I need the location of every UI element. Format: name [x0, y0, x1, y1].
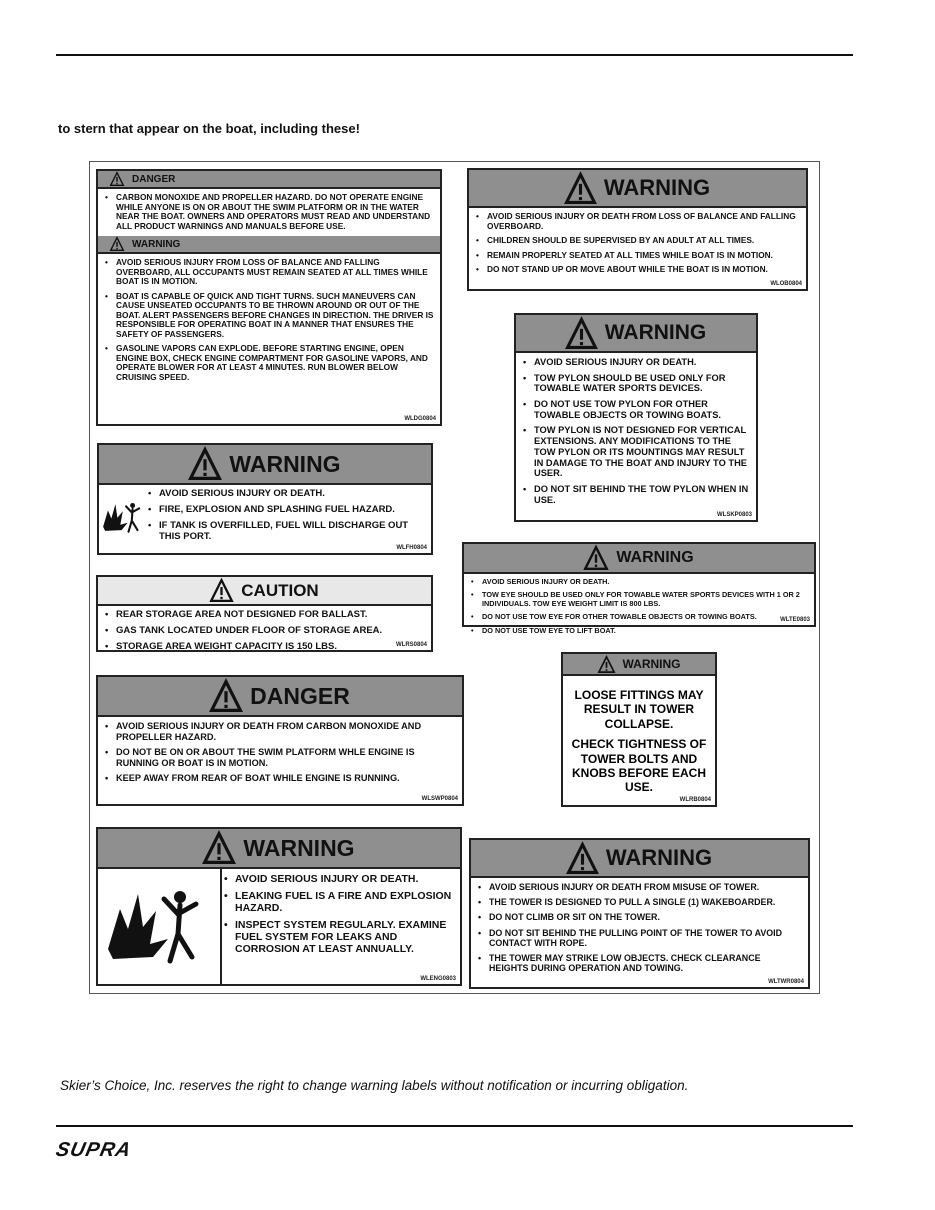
label-bullet: • DO NOT SIT BEHIND THE PULLING POINT OF THE TOWER TO AVOID CONTACT WITH ROPE. — [489, 928, 802, 948]
label-header: WARNING — [616, 549, 694, 566]
label-bullet: • TOW PYLON IS NOT DESIGNED FOR VERTICAL EXTENSIONS. ANY MODIFICATIONS TO THE TOW PYLON OR ITS MOUNTINGS MAY RESULT IN DAMAGE TO THE BOAT AND INJURY TO THE USER. — [534, 425, 750, 478]
warning-label-wlob0804 — [467, 168, 808, 291]
label-header: WARNING — [604, 321, 707, 344]
label-bullet: • REMAIN PROPERLY SEATED AT ALL TIMES WHILE BOAT IS IN MOTION. — [487, 251, 800, 261]
warning-triangle-icon — [110, 237, 124, 251]
label-bullet: • DO NOT BE ON OR ABOUT THE SWIM PLATFORM WHLE ENGINE IS RUNNING OR BOAT IS IN MOTION. — [116, 747, 456, 768]
label-bullet: • DO NOT USE TOW EYE FOR OTHER TOWABLE OBJECTS OR TOWING BOATS. — [482, 613, 808, 621]
label-bullet: • AVOID SERIOUS INJURY OR DEATH FROM LOSS OF BALANCE AND FALLING OVERBOARD. — [487, 212, 800, 231]
intro-text: to stern that appear on the boat, including these! — [58, 121, 360, 136]
warning-label-wlrb0804 — [561, 652, 717, 807]
label-bullet: • FIRE, EXPLOSION AND SPLASHING FUEL HAZARD. — [159, 505, 425, 516]
warning-label-wlswp0804 — [96, 675, 464, 806]
label-bullet: • AVOID SERIOUS INJURY OR DEATH. — [159, 489, 425, 500]
label-bullet: • DO NOT SIT BEHIND THE TOW PYLON WHEN IN USE. — [534, 484, 750, 505]
label-header: WARNING — [622, 657, 681, 671]
warning-triangle-icon — [189, 448, 221, 480]
warning-triangle-icon — [210, 579, 233, 602]
warning-label-wlte0803 — [462, 542, 816, 635]
label-bullet: • THE TOWER MAY STRIKE LOW OBJECTS. CHECK CLEARANCE HEIGHTS DURING OPERATION AND TOWING. — [489, 953, 802, 973]
label-bullet: • KEEP AWAY FROM REAR OF BOAT WHILE ENGINE IS RUNNING. — [116, 773, 456, 784]
warning-label-wleng0803 — [96, 827, 462, 986]
label-code: WLRB0804 — [679, 797, 711, 803]
label-paragraph: LOOSE FITTINGS MAY RESULT IN TOWER COLLAPSE. — [574, 688, 704, 731]
label-header: CAUTION — [241, 580, 319, 600]
label-bullet: • AVOID SERIOUS INJURY OR DEATH. — [534, 357, 750, 368]
label-bullet: • THE TOWER IS DESIGNED TO PULL A SINGLE (1) WAKEBOARDER. — [489, 897, 802, 907]
warning-triangle-icon — [566, 318, 597, 349]
label-bullet: • INSPECT SYSTEM REGULARLY. EXAMINE FUEL SYSTEM FOR LEAKS AND CORROSION AT LEAST ANNUALLY. — [235, 919, 454, 955]
label-bullet: • AVOID SERIOUS INJURY FROM LOSS OF BALANCE AND FALLING OVERBOARD, ALL OCCUPANTS MUST REMAIN SEATED AT ALL TIMES WHILE BOAT IS IN MOTION. — [116, 258, 434, 287]
warning-label-wlfh0804 — [97, 443, 433, 555]
label-code: WLFH0804 — [396, 545, 427, 551]
label-code: WLTWR0804 — [768, 979, 804, 985]
label-bullet: • CHILDREN SHOULD BE SUPERVISED BY AN ADULT AT ALL TIMES. — [487, 236, 800, 246]
warning-triangle-icon — [565, 173, 596, 204]
warning-triangle-icon — [584, 546, 608, 570]
label-bullet: • IF TANK IS OVERFILLED, FUEL WILL DISCHARGE OUT THIS PORT. — [159, 521, 425, 543]
label-header: WARNING — [229, 450, 341, 477]
label-code: WLOB0804 — [770, 281, 802, 287]
label-header: WARNING — [243, 834, 355, 861]
label-bullet: • LEAKING FUEL IS A FIRE AND EXPLOSION HAZARD. — [235, 890, 454, 914]
label-bullet: • AVOID SERIOUS INJURY OR DEATH FROM CARBON MONOXIDE AND PROPELLER HAZARD. — [116, 721, 456, 742]
explosion-person-pictogram — [99, 485, 149, 553]
warning-label-wldg0804 — [96, 169, 442, 426]
label-code: WLDG0804 — [404, 416, 436, 422]
label-bullet: • TOW EYE SHOULD BE USED ONLY FOR TOWABLE WATER SPORTS DEVICES WITH 1 OR 2 INDIVIDUALS. TOW EYE WEIGHT LIMIT IS 800 LBS. — [482, 591, 808, 608]
warning-triangle-icon — [203, 832, 235, 864]
label-header: WARNING — [132, 238, 181, 250]
label-code: WLTE0803 — [780, 617, 810, 623]
warning-label-wlrs0804 — [96, 575, 433, 652]
label-header: DANGER — [132, 173, 176, 185]
label-code: WLRS0804 — [395, 642, 427, 648]
label-bullet: • AVOID SERIOUS INJURY OR DEATH. — [482, 578, 808, 586]
warning-triangle-icon — [110, 172, 124, 186]
label-code: WLSWP0804 — [421, 796, 458, 802]
label-bullet: • TOW PYLON SHOULD BE USED ONLY FOR TOWABLE WATER SPORTS DEVICES. — [534, 373, 750, 394]
label-code: WLENG0803 — [420, 976, 456, 982]
label-bullet: • DO NOT STAND UP OR MOVE ABOUT WHILE THE BOAT IS IN MOTION. — [487, 265, 800, 275]
label-bullet: • BOAT IS CAPABLE OF QUICK AND TIGHT TURNS. SUCH MANEUVERS CAN CAUSE UNSEATED OCCUPANTS TO BE THROWN AROUND OR OUT OF THE BOAT. ALERT PASSENGERS BEFORE CHANGES IN DIRECTION. THE DRIVER IS RESPONSIBLE FOR OPERATING BOAT IN A MANNER THAT ENSURES THE SAFETY OF PASSENGERS. — [116, 292, 434, 340]
label-header: DANGER — [250, 682, 350, 709]
warning-label-wltwr0804 — [469, 838, 810, 989]
label-paragraph: CHECK TIGHTNESS OF TOWER BOLTS AND KNOBS BEFORE EACH USE. — [571, 737, 707, 795]
warning-triangle-icon — [567, 843, 598, 874]
label-bullet: • CARBON MONOXIDE AND PROPELLER HAZARD. DO NOT OPERATE ENGINE WHILE ANYONE IS ON OR ABOUT THE SWIM PLATFORM OR IN THE WATER NEAR THE BOAT. OWNERS AND OPERATORS MUST READ AND UNDERSTAND ALL PRODUCT WARNINGS AND MANUALS BEFORE USE. — [116, 193, 434, 231]
label-bullet: • DO NOT CLIMB OR SIT ON THE TOWER. — [489, 912, 802, 922]
label-bullet: • AVOID SERIOUS INJURY OR DEATH FROM MISUSE OF TOWER. — [489, 882, 802, 892]
label-bullet: • GASOLINE VAPORS CAN EXPLODE. BEFORE STARTING ENGINE, OPEN ENGINE BOX, CHECK ENGINE COMPARTMENT FOR GASOLINE VAPORS, AND OPERATE BLOWER FOR AT LEAST 4 MINUTES. RUN BLOWER BELOW CRUISING SPEED. — [116, 344, 434, 382]
label-header: WARNING — [605, 845, 713, 870]
label-code: WLSKP0803 — [716, 512, 752, 518]
warning-triangle-icon — [210, 680, 242, 712]
label-bullet: • GAS TANK LOCATED UNDER FLOOR OF STORAGE AREA. — [116, 626, 425, 637]
label-bullet: • AVOID SERIOUS INJURY OR DEATH. — [235, 873, 454, 885]
top-rule — [56, 54, 853, 56]
label-bullet: • DO NOT USE TOW EYE TO LIFT BOAT. — [482, 627, 808, 635]
label-bullet: • DO NOT USE TOW PYLON FOR OTHER TOWABLE OBJECTS OR TOWING BOATS. — [534, 399, 750, 420]
label-bullet: • REAR STORAGE AREA NOT DESIGNED FOR BALLAST. — [116, 610, 425, 621]
footnote: Skier’s Choice, Inc. reserves the right to change warning labels without notification or incurring obligation. — [60, 1078, 689, 1093]
bottom-rule — [56, 1125, 853, 1127]
explosion-person-pictogram — [98, 869, 222, 984]
supra-logo: SUPRA — [53, 1139, 134, 1161]
label-bullet: • STORAGE AREA WEIGHT CAPACITY IS 150 LBS. — [116, 642, 425, 653]
warning-triangle-icon — [598, 656, 615, 673]
label-header: WARNING — [603, 175, 711, 200]
warning-label-wlskp0803 — [514, 313, 758, 522]
